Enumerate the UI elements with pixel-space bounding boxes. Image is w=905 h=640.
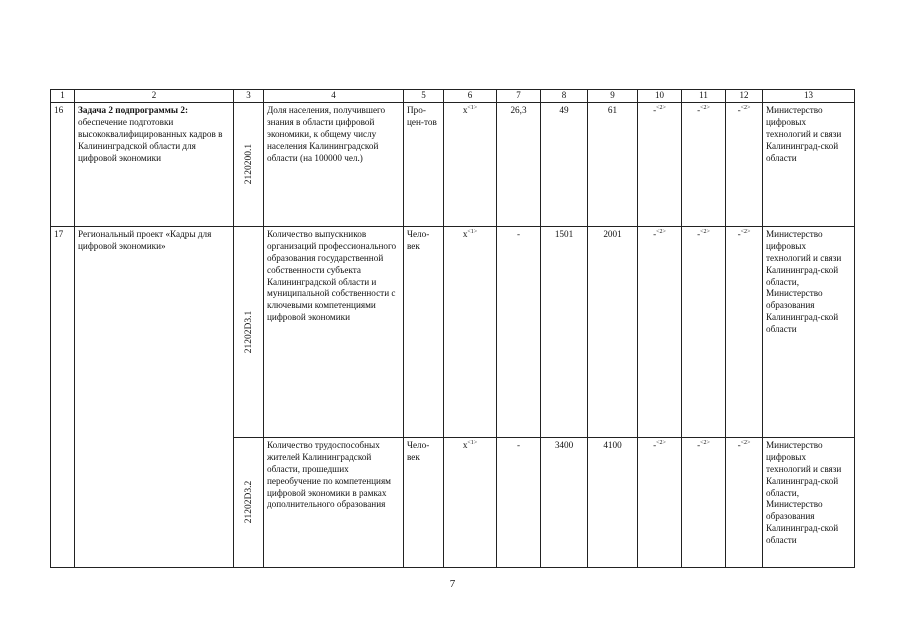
value-cell: -$^{<2>}$ <box>726 102 763 226</box>
unit-cell: Чело-век <box>404 437 444 567</box>
footnote-ref: <2> <box>700 104 710 111</box>
col-header: 10 <box>638 90 682 103</box>
unit-cell: Про-цен-тов <box>404 102 444 226</box>
footnote-ref: <1> <box>467 439 478 446</box>
value-cell: 2001 <box>588 226 638 437</box>
value-cell: $х^{<1>}$ <box>444 102 497 226</box>
responsible-ministry: Министерство цифровых технологий и связи Калининград-ской области, Министерство образования Калининград-ской области <box>763 226 855 437</box>
value-cell: -$^{<2>}$ <box>726 437 763 567</box>
footnote-ref: <2> <box>656 439 666 446</box>
col-header: 12 <box>726 90 763 103</box>
unit-cell: Чело-век <box>404 226 444 437</box>
col-header: 4 <box>264 90 404 103</box>
indicator-name: Количество выпускников организаций профессионального образования государственной собственности субъекта Калининградской области и муниципальной собственности с ключевыми компетенциями цифровой экономики <box>264 226 404 437</box>
indicators-table <box>50 89 855 568</box>
value-cell: $х^{<1>}$ <box>444 437 497 567</box>
task-detail: обеспечение подготовки высококвалифицированных кадров в Калининградской области для цифровой экономики <box>78 116 223 163</box>
col-header: 5 <box>404 90 444 103</box>
value-cell: - <box>497 226 541 437</box>
code-cell <box>234 226 264 437</box>
table-row <box>51 102 855 226</box>
page-number: 7 <box>449 578 456 590</box>
responsible-ministry: Министерство цифровых технологий и связи Калининград-ской области <box>763 102 855 226</box>
code-cell <box>234 102 264 226</box>
value-cell: $х^{<1>}$ <box>444 226 497 437</box>
task-cell <box>75 102 234 226</box>
value-cell: -$^{<2>}$ <box>638 437 682 567</box>
indicator-name: Количество трудоспособных жителей Калининградской области, прошедших переобучение по компетенциям цифровой экономики в рамках дополнительного образования <box>264 437 404 567</box>
value-cell: -$^{<2>}$ <box>638 102 682 226</box>
value-cell: -$^{<2>}$ <box>682 102 726 226</box>
value-cell: 1501 <box>541 226 588 437</box>
col-header: 3 <box>234 90 264 103</box>
indicator-name: Доля населения, получившего знания в области цифровой экономики, к общему числу населения Калининградской области (на 100000 чел.) <box>264 102 404 226</box>
footnote-ref: <2> <box>700 228 710 235</box>
footnote-ref: <2> <box>656 228 666 235</box>
table-row <box>51 226 855 437</box>
col-header: 8 <box>541 90 588 103</box>
value-cell: 61 <box>588 102 638 226</box>
row-number: 16 <box>51 102 75 226</box>
indicator-code: 21202D3.2 <box>243 480 254 524</box>
code-cell <box>234 437 264 567</box>
value-cell: -$^{<2>}$ <box>682 437 726 567</box>
value-cell: 26,3 <box>497 102 541 226</box>
col-header: 11 <box>682 90 726 103</box>
value-cell: - <box>497 437 541 567</box>
indicator-code: 21202D3.1 <box>243 310 254 353</box>
footnote-ref: <1> <box>467 228 478 235</box>
value-cell: 49 <box>541 102 588 226</box>
responsible-ministry: Министерство цифровых технологий и связи Калининград-ской области, Министерство образования Калининград-ской области <box>763 437 855 567</box>
task-cell: Региональный проект «Кадры для цифровой экономики» <box>75 226 234 567</box>
col-header: 6 <box>444 90 497 103</box>
col-header: 7 <box>497 90 541 103</box>
value-cell: 3400 <box>541 437 588 567</box>
footnote-ref: <2> <box>740 228 751 235</box>
footnote-ref: <2> <box>700 439 710 446</box>
value-cell: -$^{<2>}$ <box>726 226 763 437</box>
col-header: 13 <box>763 90 855 103</box>
row-number: 17 <box>51 226 75 567</box>
footnote-ref: <2> <box>740 104 751 111</box>
footnote-ref: <2> <box>740 439 751 446</box>
indicator-code: 2120200.1 <box>243 144 254 185</box>
col-header: 9 <box>588 90 638 103</box>
header-row <box>51 90 855 103</box>
footnote-ref: <1> <box>467 104 478 111</box>
value-cell: -$^{<2>}$ <box>682 226 726 437</box>
task-title: Задача 2 подпрограммы 2: <box>78 104 189 115</box>
col-header: 1 <box>51 90 75 103</box>
col-header: 2 <box>75 90 234 103</box>
footnote-ref: <2> <box>656 104 666 111</box>
value-cell: 4100 <box>588 437 638 567</box>
value-cell: -$^{<2>}$ <box>638 226 682 437</box>
